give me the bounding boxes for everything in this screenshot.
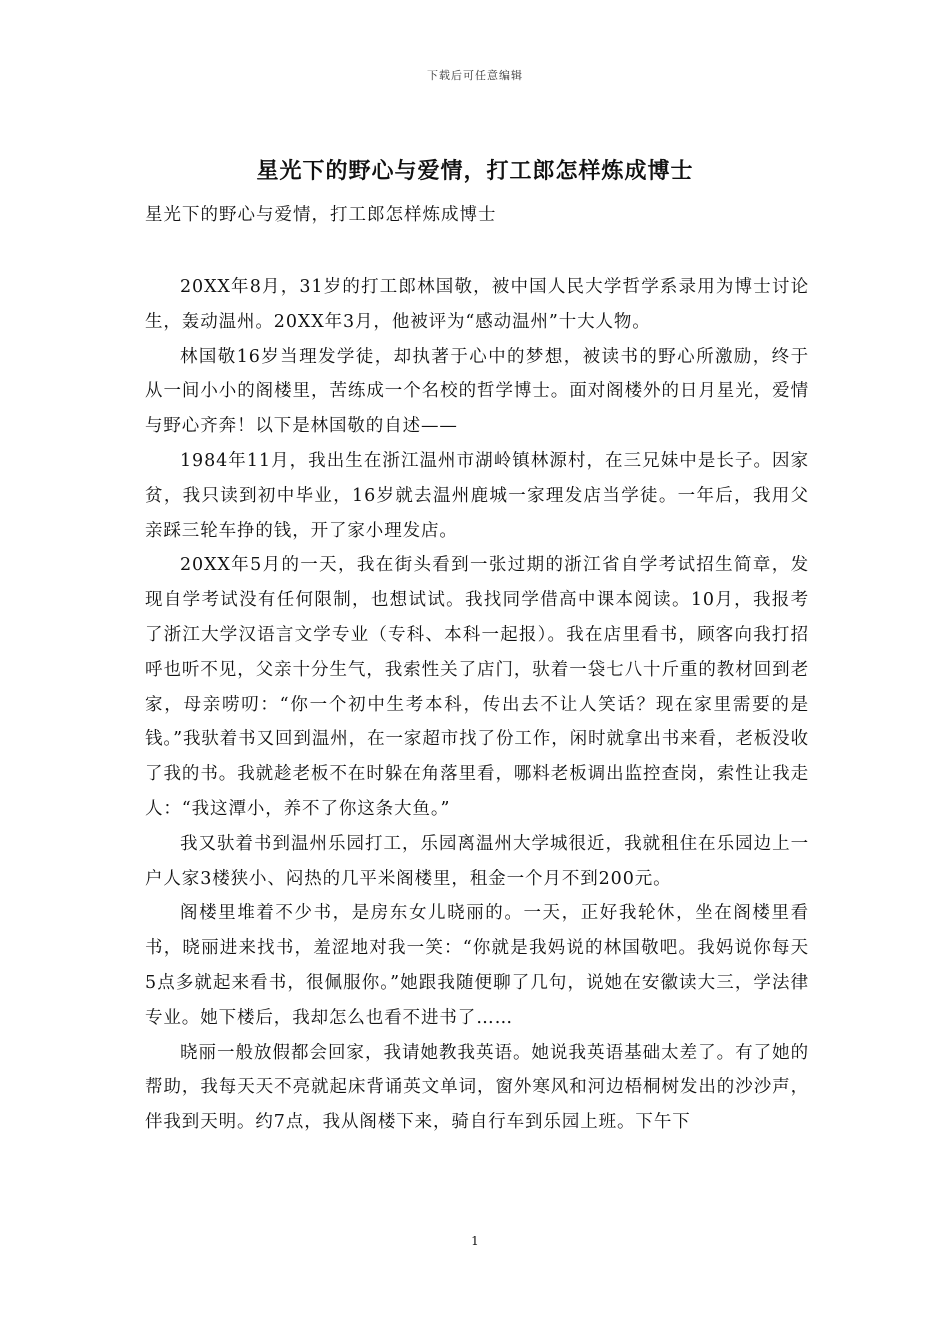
page-subtitle: 星光下的野心与爱情，打工郎怎样炼成博士	[145, 205, 497, 225]
header-note: 下载后可任意编辑	[427, 69, 523, 82]
article-body	[145, 270, 809, 1140]
page-number: 1	[471, 1234, 479, 1248]
paragraph: 林国敬16岁当理发学徒，却执著于心中的梦想，被读书的野心所激励，终于从一间小小的阁楼里，苦练成一个名校的哲学博士。面对阁楼外的日月星光，爱情与野心齐奔！以下是林国敬的自述——	[145, 346, 809, 437]
paragraph: 我又驮着书到温州乐园打工，乐园离温州大学城很近，我就租住在乐园边上一户人家3楼狭小、闷热的几平米阁楼里，租金一个月不到200元。	[145, 833, 809, 889]
paragraph: 晓丽一般放假都会回家，我请她教我英语。她说我英语基础太差了。有了她的帮助，我每天天不亮就起床背诵英文单词，窗外寒风和河边梧桐树发出的沙沙声，伴我到天明。约7点，我从阁楼下来，骑自行车到乐园上班。下午下	[145, 1042, 809, 1133]
paragraph: 20XX年5月的一天，我在街头看到一张过期的浙江省自学考试招生简章，发现自学考试没有任何限制，也想试试。我找同学借高中课本阅读。10月，我报考了浙江大学汉语言文学专业（专科、本科一起报）。我在店里看书，顾客向我打招呼也听不见，父亲十分生气，我索性关了店门，驮着一袋七八十斤重的教材回到老家，母亲唠叨：“你一个初中生考本科，传出去不让人笑话？现在家里需要的是钱。”我驮着书又回到温州，在一家超市找了份工作，闲时就拿出书来看，老板没收了我的书。我就趁老板不在时躲在角落里看，哪料老板调出监控查岗，索性让我走人：“我这潭小，养不了你这条大鱼。”	[145, 555, 809, 819]
page-title: 星光下的野心与爱情，打工郎怎样炼成博士	[256, 158, 694, 184]
paragraph: 1984年11月，我出生在浙江温州市湖岭镇林源村，在三兄妹中是长子。因家贫，我只读到初中毕业，16岁就去温州鹿城一家理发店当学徒。一年后，我用父亲踩三轮车挣的钱，开了家小理发店。	[145, 450, 809, 541]
paragraph: 20XX年8月，31岁的打工郎林国敬，被中国人民大学哲学系录用为博士讨论生，轰动温州。20XX年3月，他被评为“感动温州”十大人物。	[145, 277, 809, 332]
paragraph: 阁楼里堆着不少书，是房东女儿晓丽的。一天，正好我轮休，坐在阁楼里看书，晓丽进来找书，羞涩地对我一笑：“你就是我妈说的林国敬吧。我妈说你每天5点多就起来看书，很佩服你。”她跟我随便聊了几句，说她在安徽读大三，学法律专业。她下楼后，我却怎么也看不进书了……	[145, 903, 809, 1028]
